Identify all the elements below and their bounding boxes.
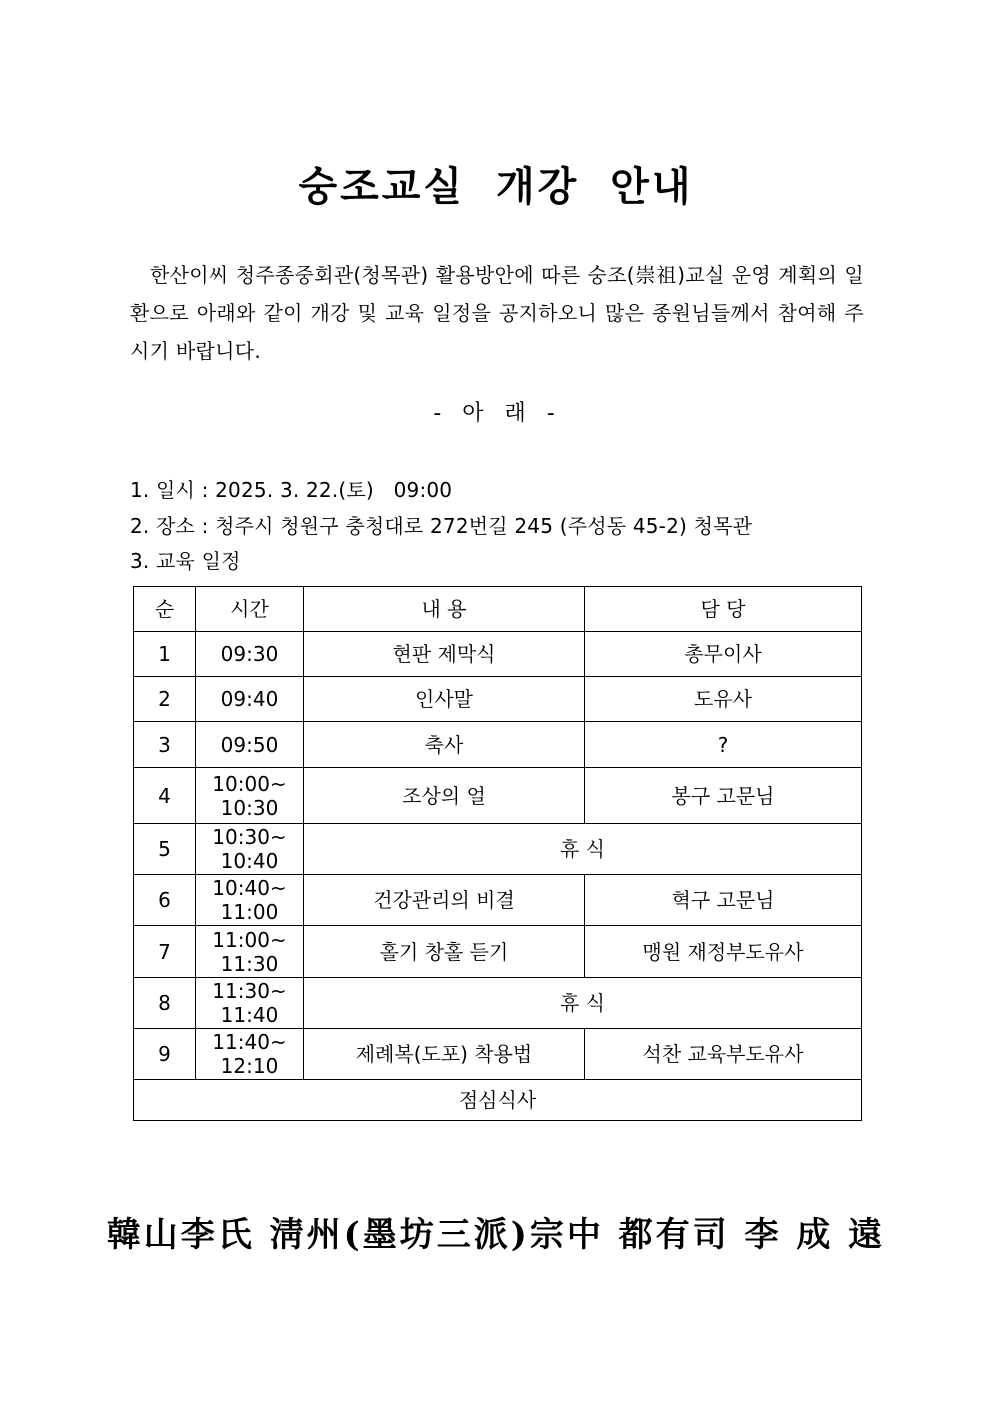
row-time bbox=[196, 926, 304, 978]
row-content: 축사 bbox=[304, 722, 585, 768]
row-person: 도유사 bbox=[585, 677, 862, 722]
table-row bbox=[134, 824, 862, 875]
time-end: 10:40 bbox=[220, 849, 279, 873]
table-row bbox=[134, 677, 862, 722]
row-person: 혁구 고문님 bbox=[585, 875, 862, 926]
time-start: 11:30~ bbox=[212, 979, 287, 1003]
page-title: 숭조교실 개강 안내 bbox=[298, 164, 694, 210]
time-start: 09:40 bbox=[220, 687, 279, 711]
time-start: 09:30 bbox=[220, 642, 279, 666]
schedule-heading: 3. 교육 일정 bbox=[130, 549, 241, 573]
row-no: 5 bbox=[134, 824, 196, 875]
row-content: 제례복(도포) 착용법 bbox=[304, 1029, 585, 1080]
date-line: 1. 일시 : 2025. 3. 22.(토) 09:00 bbox=[130, 478, 453, 502]
lunch-cell: 점심식사 bbox=[134, 1080, 862, 1121]
table-row bbox=[134, 632, 862, 677]
row-time bbox=[196, 978, 304, 1029]
place-line: 2. 장소 : 청주시 청원구 충청대로 272번길 245 (주성동 45-2) 청목관 bbox=[130, 514, 753, 538]
row-content: 홀기 창홀 듣기 bbox=[304, 926, 585, 978]
row-no: 1 bbox=[134, 632, 196, 677]
time-start: 10:00~ bbox=[212, 771, 287, 796]
header-content: 내 용 bbox=[304, 587, 585, 632]
row-time bbox=[196, 1029, 304, 1080]
row-time bbox=[196, 824, 304, 875]
row-time bbox=[196, 632, 304, 677]
time-end: 12:10 bbox=[220, 1054, 279, 1078]
time-end: 11:40 bbox=[220, 1003, 279, 1027]
row-break: 휴 식 bbox=[304, 978, 862, 1029]
time-start: 10:40~ bbox=[212, 876, 287, 900]
time-end: 11:00 bbox=[220, 900, 279, 924]
time-start: 11:40~ bbox=[212, 1030, 287, 1054]
row-break: 휴 식 bbox=[304, 824, 862, 875]
row-time bbox=[196, 677, 304, 722]
row-no: 2 bbox=[134, 677, 196, 722]
schedule-table bbox=[133, 586, 862, 1121]
row-no: 4 bbox=[134, 768, 196, 824]
row-no: 7 bbox=[134, 926, 196, 978]
table-row bbox=[134, 722, 862, 768]
table-row bbox=[134, 768, 862, 824]
header-time: 시간 bbox=[196, 587, 304, 632]
row-content: 건강관리의 비결 bbox=[304, 875, 585, 926]
row-no: 6 bbox=[134, 875, 196, 926]
table-row bbox=[134, 978, 862, 1029]
time-end: 10:30 bbox=[220, 795, 279, 820]
row-no: 3 bbox=[134, 722, 196, 768]
row-person: ? bbox=[585, 722, 862, 768]
time-start: 10:30~ bbox=[212, 825, 287, 849]
intro-paragraph: 한산이씨 청주종중회관(청목관) 활용방안에 따른 숭조(崇祖)교실 운영 계획의 일환으로 아래와 같이 개강 및 교육 일정을 공지하오니 많은 종원님들께서 참여해 주시기 바랍니다. bbox=[130, 263, 864, 363]
row-no: 8 bbox=[134, 978, 196, 1029]
row-person: 봉구 고문님 bbox=[585, 768, 862, 824]
table-row bbox=[134, 875, 862, 926]
signature: 韓山李氏 淸州(墨坊三派)宗中 都有司 李 成 遠 bbox=[106, 1215, 886, 1255]
row-person: 맹원 재정부도유사 bbox=[585, 926, 862, 978]
table-row bbox=[134, 926, 862, 978]
table-header-row bbox=[134, 587, 862, 632]
row-content: 조상의 얼 bbox=[304, 768, 585, 824]
row-content: 현판 제막식 bbox=[304, 632, 585, 677]
header-no: 순 bbox=[134, 587, 196, 632]
header-person: 담 당 bbox=[585, 587, 862, 632]
row-time bbox=[196, 875, 304, 926]
row-person: 총무이사 bbox=[585, 632, 862, 677]
time-start: 11:00~ bbox=[212, 927, 287, 952]
row-content: 인사말 bbox=[304, 677, 585, 722]
row-no: 9 bbox=[134, 1029, 196, 1080]
row-time bbox=[196, 722, 304, 768]
time-end: 11:30 bbox=[220, 951, 279, 976]
below-heading: - 아 래 - bbox=[433, 401, 559, 426]
table-row bbox=[134, 1029, 862, 1080]
row-person: 석찬 교육부도유사 bbox=[585, 1029, 862, 1080]
row-time bbox=[196, 768, 304, 824]
time-start: 09:50 bbox=[220, 732, 279, 757]
table-footer-row bbox=[134, 1080, 862, 1121]
